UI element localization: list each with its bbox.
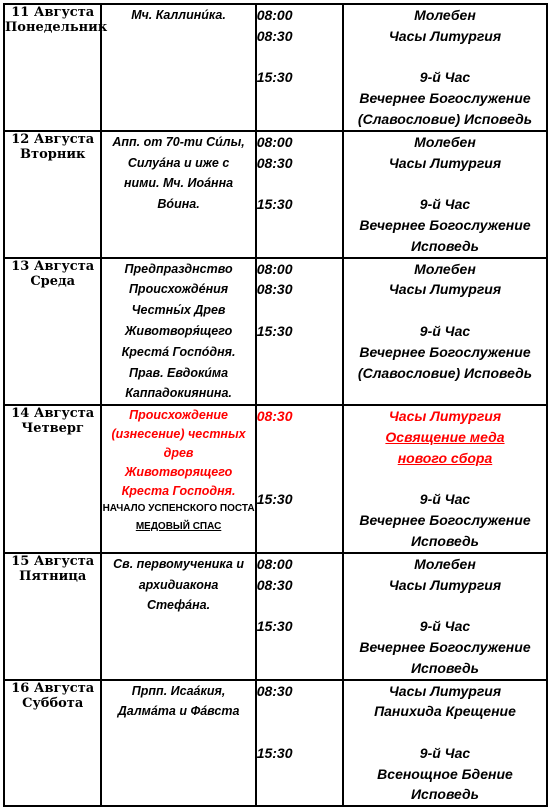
commemoration-cell xyxy=(101,258,255,406)
services-cell xyxy=(343,131,547,258)
service-name: 9-й Час xyxy=(419,322,471,339)
service-name: 9-й Час xyxy=(419,618,471,635)
time-cell xyxy=(256,131,343,258)
date-cell xyxy=(4,131,101,258)
service-name: Часы Литургия xyxy=(388,281,502,298)
commemoration-line: древ xyxy=(163,446,194,461)
service-time: 08:30 xyxy=(256,682,293,699)
date-cell xyxy=(4,553,101,680)
commemoration-line: (изнесение) честных xyxy=(111,427,246,442)
commemoration-line: Креста Господня. xyxy=(121,484,236,499)
service-time: 08:00 xyxy=(256,555,293,572)
weekday: Пятница xyxy=(19,568,87,584)
date-cell xyxy=(4,258,101,406)
service-name: 9-й Час xyxy=(419,491,471,508)
date: 13 Августа xyxy=(11,258,95,274)
commemoration-line: Мч. Каллинúка. xyxy=(131,8,226,22)
date: 16 Августа xyxy=(11,680,95,696)
date-cell xyxy=(4,680,101,807)
service-time: 08:30 xyxy=(256,281,293,298)
services-cell xyxy=(343,553,547,680)
schedule-row xyxy=(4,131,547,258)
service-name: Часы Литургия xyxy=(388,154,502,171)
schedule-row xyxy=(4,4,547,131)
service-name: Вечернее Богослужение xyxy=(359,512,531,529)
commemoration-line: Св. первомученика и xyxy=(113,556,244,571)
service-time: 15:30 xyxy=(256,618,293,635)
service-time: 08:30 xyxy=(256,408,293,425)
service-name: Исповедь xyxy=(410,786,479,803)
schedule-row-feast xyxy=(4,405,547,553)
services-cell xyxy=(343,405,547,553)
service-time: 15:30 xyxy=(256,491,293,508)
commemoration-line: Происхождение xyxy=(129,408,228,423)
date: 11 Августа xyxy=(11,5,95,20)
service-name: Молебен xyxy=(414,7,476,23)
weekday: Понедельник xyxy=(5,20,108,35)
service-name: Вечернее Богослужение xyxy=(359,90,531,107)
service-name: Вечернее Богослужение xyxy=(359,216,531,233)
service-time: 08:00 xyxy=(256,7,293,23)
services-cell xyxy=(343,258,547,406)
service-time: 08:00 xyxy=(256,133,293,150)
time-cell xyxy=(256,258,343,406)
service-name: (Славословие) Исповедь xyxy=(357,110,533,127)
date-cell xyxy=(4,4,108,131)
service-name: Исповедь xyxy=(410,659,479,676)
schedule-row xyxy=(4,553,547,680)
commemoration-line: архидиакона xyxy=(138,577,219,592)
time-cell xyxy=(256,680,343,807)
time-cell xyxy=(256,4,343,131)
service-time: 15:30 xyxy=(256,196,293,213)
commemoration-line: Апп. от 70-ти Сúлы, xyxy=(112,134,245,149)
service-name: Молебен xyxy=(414,555,476,572)
weekday: Среда xyxy=(30,273,76,289)
commemoration-line: Животворя́щего xyxy=(124,323,233,338)
service-name: Часы Литургия xyxy=(388,576,502,593)
commemoration-cell xyxy=(101,131,255,258)
service-time: 15:30 xyxy=(256,322,293,339)
service-name: Часы Литургия xyxy=(388,682,502,699)
date: 12 Августа xyxy=(11,131,95,147)
service-name: Вечернее Богослужение xyxy=(359,638,531,655)
schedule-row xyxy=(4,258,547,406)
service-time: 08:00 xyxy=(256,260,293,277)
time-cell xyxy=(256,405,343,553)
service-name: Исповедь xyxy=(410,532,479,549)
service-name: (Славословие) Исповедь xyxy=(357,364,533,381)
service-name: Вечернее Богослужение xyxy=(359,343,531,360)
schedule-table xyxy=(3,3,548,807)
commemoration-line: Далмáта и Фáвста xyxy=(117,704,240,719)
commemoration-cell xyxy=(101,553,255,680)
commemoration-line: Животворящего xyxy=(124,465,233,480)
commemoration-cell xyxy=(101,680,255,807)
service-name: Молебен xyxy=(414,133,476,150)
commemoration-line: Прпп. Исаáкия, xyxy=(131,683,226,698)
date: 14 Августа xyxy=(11,406,95,422)
service-time: 08:30 xyxy=(256,576,293,593)
weekday: Вторник xyxy=(20,146,86,162)
service-name: Молебен xyxy=(414,260,476,277)
service-name: 9-й Час xyxy=(419,196,471,213)
commemoration-line: Прав. Евдокúма xyxy=(128,365,229,380)
service-time: 15:30 xyxy=(256,69,293,86)
services-cell xyxy=(343,680,547,807)
commemoration-line: Предпразднство xyxy=(124,261,233,276)
time-cell xyxy=(256,553,343,680)
service-time: 15:30 xyxy=(256,744,293,761)
services-cell xyxy=(343,4,547,131)
date: 15 Августа xyxy=(11,553,95,569)
commemoration-line: Крестá Госпóдня. xyxy=(121,344,236,359)
weekday: Четверг xyxy=(21,421,84,437)
commemoration-line: Силуáна и иже с xyxy=(127,155,230,170)
service-time: 08:30 xyxy=(256,27,293,44)
service-name: Исповедь xyxy=(410,237,479,254)
service-name: Часы Литургия xyxy=(388,27,502,44)
service-name: Всенощное Бдение xyxy=(377,765,513,782)
commemoration-line: Происхождéния xyxy=(128,282,229,297)
commemoration-cell xyxy=(101,405,255,553)
commemoration-line: ними. Мч. Иоáнна xyxy=(123,176,234,191)
honey-blessing-service: Освящение меда нового сбора xyxy=(385,428,505,466)
service-name: 9-й Час xyxy=(419,69,471,86)
commemoration-cell xyxy=(101,4,255,131)
schedule-row xyxy=(4,680,547,807)
date-cell xyxy=(4,405,101,553)
commemoration-line: Вóина. xyxy=(157,197,200,212)
service-time: 08:30 xyxy=(256,154,293,171)
honey-feast-note: МЕДОВЫЙ СПАС xyxy=(135,521,222,533)
weekday: Суббота xyxy=(22,695,84,711)
commemoration-line: Честны́х Древ xyxy=(131,303,226,318)
service-name: Панихида Крещение xyxy=(374,703,516,720)
fast-start-note: НАЧАЛО УСПЕНСКОГО ПОСТА xyxy=(102,503,255,515)
service-name: Часы Литургия xyxy=(388,408,502,425)
commemoration-line: Каппадокиянина. xyxy=(125,386,232,401)
commemoration-line: Стефáна. xyxy=(147,598,211,613)
service-name: 9-й Час xyxy=(419,744,471,761)
